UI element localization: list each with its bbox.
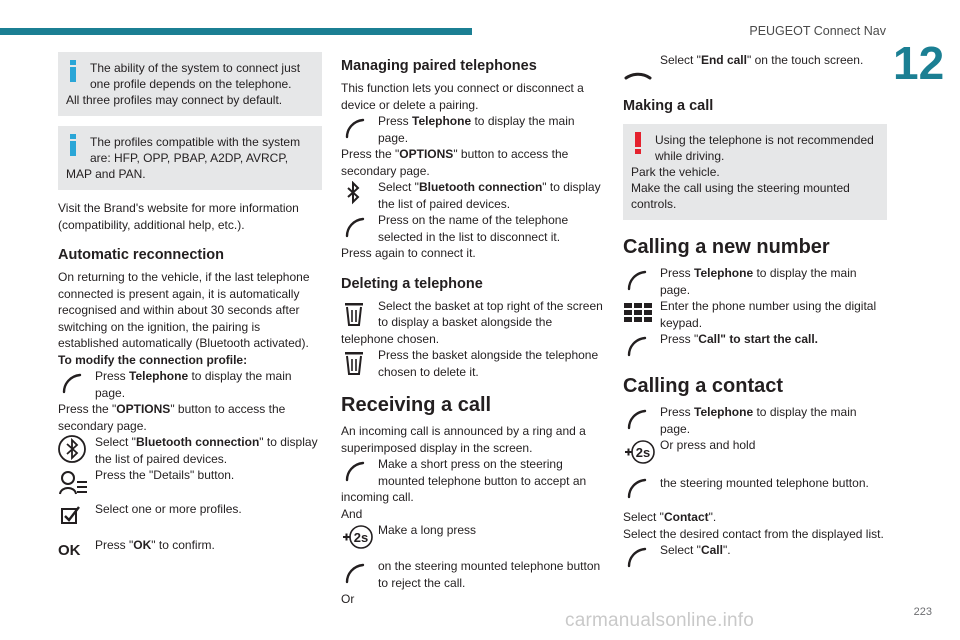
warning-icon — [631, 132, 645, 154]
step: Press the "Details" button. — [58, 467, 322, 495]
paragraph: On returning to the vehicle, if the last telephone connected is present again, it is automatically recognised and within about 30 seconds after switching on the ignition, the pairing is established automatically (Bluetooth activated). — [58, 270, 310, 350]
section-heading: Receiving a call — [341, 394, 492, 416]
hang-up-icon — [623, 56, 655, 82]
info-icon — [66, 134, 80, 156]
telephone-handset-icon — [623, 475, 655, 501]
telephone-handset-icon — [623, 406, 655, 432]
section-heading: Calling a contact — [623, 375, 784, 397]
column-1 — [58, 52, 322, 567]
step: 2s Or press and hold — [623, 437, 887, 469]
step: Make a short press on the steering mounted telephone button to accept an — [341, 456, 605, 489]
telephone-handset-icon — [623, 544, 655, 570]
section-heading: Managing paired telephones — [341, 58, 537, 74]
step: Press on the name of the telephone selected in the list to disconnect it. — [341, 212, 605, 245]
section-heading: Automatic reconnection — [58, 247, 224, 263]
telephone-handset-icon — [341, 560, 373, 586]
trash-basket-icon — [341, 300, 373, 326]
paragraph: incoming call. — [341, 490, 414, 504]
column-2 — [341, 52, 605, 608]
step: Select one or more profiles. — [58, 495, 322, 531]
paragraph: To modify the connection profile: — [58, 352, 248, 367]
warning-note: Using the telephone is not recommended while driving. Park the vehicle. Make the call using the steering mounted controls. — [623, 124, 887, 220]
info-note: The profiles compatible with the system are: HFP, OPP, PBAP, A2DP, AVRCP, MAP and PAN. — [58, 126, 322, 190]
telephone-handset-icon — [341, 458, 373, 484]
step: the steering mounted telephone button. — [623, 469, 887, 503]
paragraph: Press the "OPTIONS" button to access the secondary page. — [341, 147, 569, 178]
user-details-icon — [58, 469, 90, 495]
section-heading: Calling a new number — [623, 236, 830, 258]
step: Select "End call" on the touch screen. — [623, 52, 887, 82]
step: Press Telephone to display the main page. — [623, 404, 887, 437]
section-heading: Making a call — [623, 98, 714, 114]
step: Press Telephone to display the main page. — [58, 368, 322, 401]
step: Enter the phone number using the digital keypad. — [623, 298, 887, 331]
bluetooth-icon — [341, 181, 373, 207]
step: Select "Bluetooth connection" to display the list of paired devices. — [58, 434, 322, 467]
paragraph: Visit the Brand's website for more information (compatibility, additional help, etc.). — [58, 201, 299, 232]
paragraph: An incoming call is announced by a ring and a superimposed display in the screen. — [341, 424, 586, 455]
header-title: PEUGEOT Connect Nav — [749, 24, 886, 38]
chapter-number: 12 — [893, 37, 945, 89]
step: Select "Call". — [623, 542, 887, 570]
telephone-handset-icon — [341, 214, 373, 240]
checkbox-icon — [58, 503, 90, 529]
watermark: carmanualsonline.info — [565, 610, 755, 631]
step: OK Press "OK" to confirm. — [58, 531, 322, 567]
step: 2s Make a long press — [341, 522, 605, 554]
step: Select "Bluetooth connection" to display the list of paired devices. — [341, 179, 605, 212]
paragraph: And — [341, 506, 363, 521]
paragraph: Or — [341, 592, 355, 606]
step: Select the basket at top right of the screen to display a basket alongside the — [341, 298, 605, 331]
paragraph: This function lets you connect or disconnect a device or delete a pairing. — [341, 81, 584, 112]
long-press-2s-icon — [341, 524, 373, 550]
step: Press Telephone to display the main page. — [341, 113, 605, 146]
paragraph: Press again to connect it. — [341, 246, 476, 260]
info-icon — [66, 60, 80, 82]
bluetooth-circle-icon — [58, 434, 90, 464]
paragraph: Select "Contact". — [623, 510, 717, 524]
step: Press Telephone to display the main page. — [623, 265, 887, 298]
ok-icon: OK — [58, 542, 81, 559]
info-note: The ability of the system to connect just one profile depends on the telephone. All three profiles may connect by default. — [58, 52, 322, 116]
paragraph: telephone chosen. — [341, 331, 440, 346]
telephone-handset-icon — [341, 115, 373, 141]
header-bar — [0, 28, 472, 35]
trash-basket-icon — [341, 349, 373, 375]
page-number: 223 — [913, 606, 932, 618]
keypad-icon — [623, 300, 655, 326]
column-3 — [623, 52, 887, 570]
step: Press "Call" to start the call. — [623, 331, 887, 359]
long-press-2s-icon — [623, 439, 655, 465]
badge-text: 2s — [635, 445, 651, 460]
paragraph: Select the desired contact from the displayed list. — [623, 526, 884, 541]
step: on the steering mounted telephone button to reject the call. — [341, 554, 605, 591]
paragraph: Press the "OPTIONS" button to access the secondary page. — [58, 402, 286, 433]
telephone-handset-icon — [58, 370, 90, 396]
section-heading: Deleting a telephone — [341, 275, 483, 292]
telephone-handset-icon — [623, 267, 655, 293]
badge-text: 2s — [353, 530, 369, 545]
telephone-handset-icon — [623, 333, 655, 359]
step: Press the basket alongside the telephone chosen to delete it. — [341, 347, 605, 380]
